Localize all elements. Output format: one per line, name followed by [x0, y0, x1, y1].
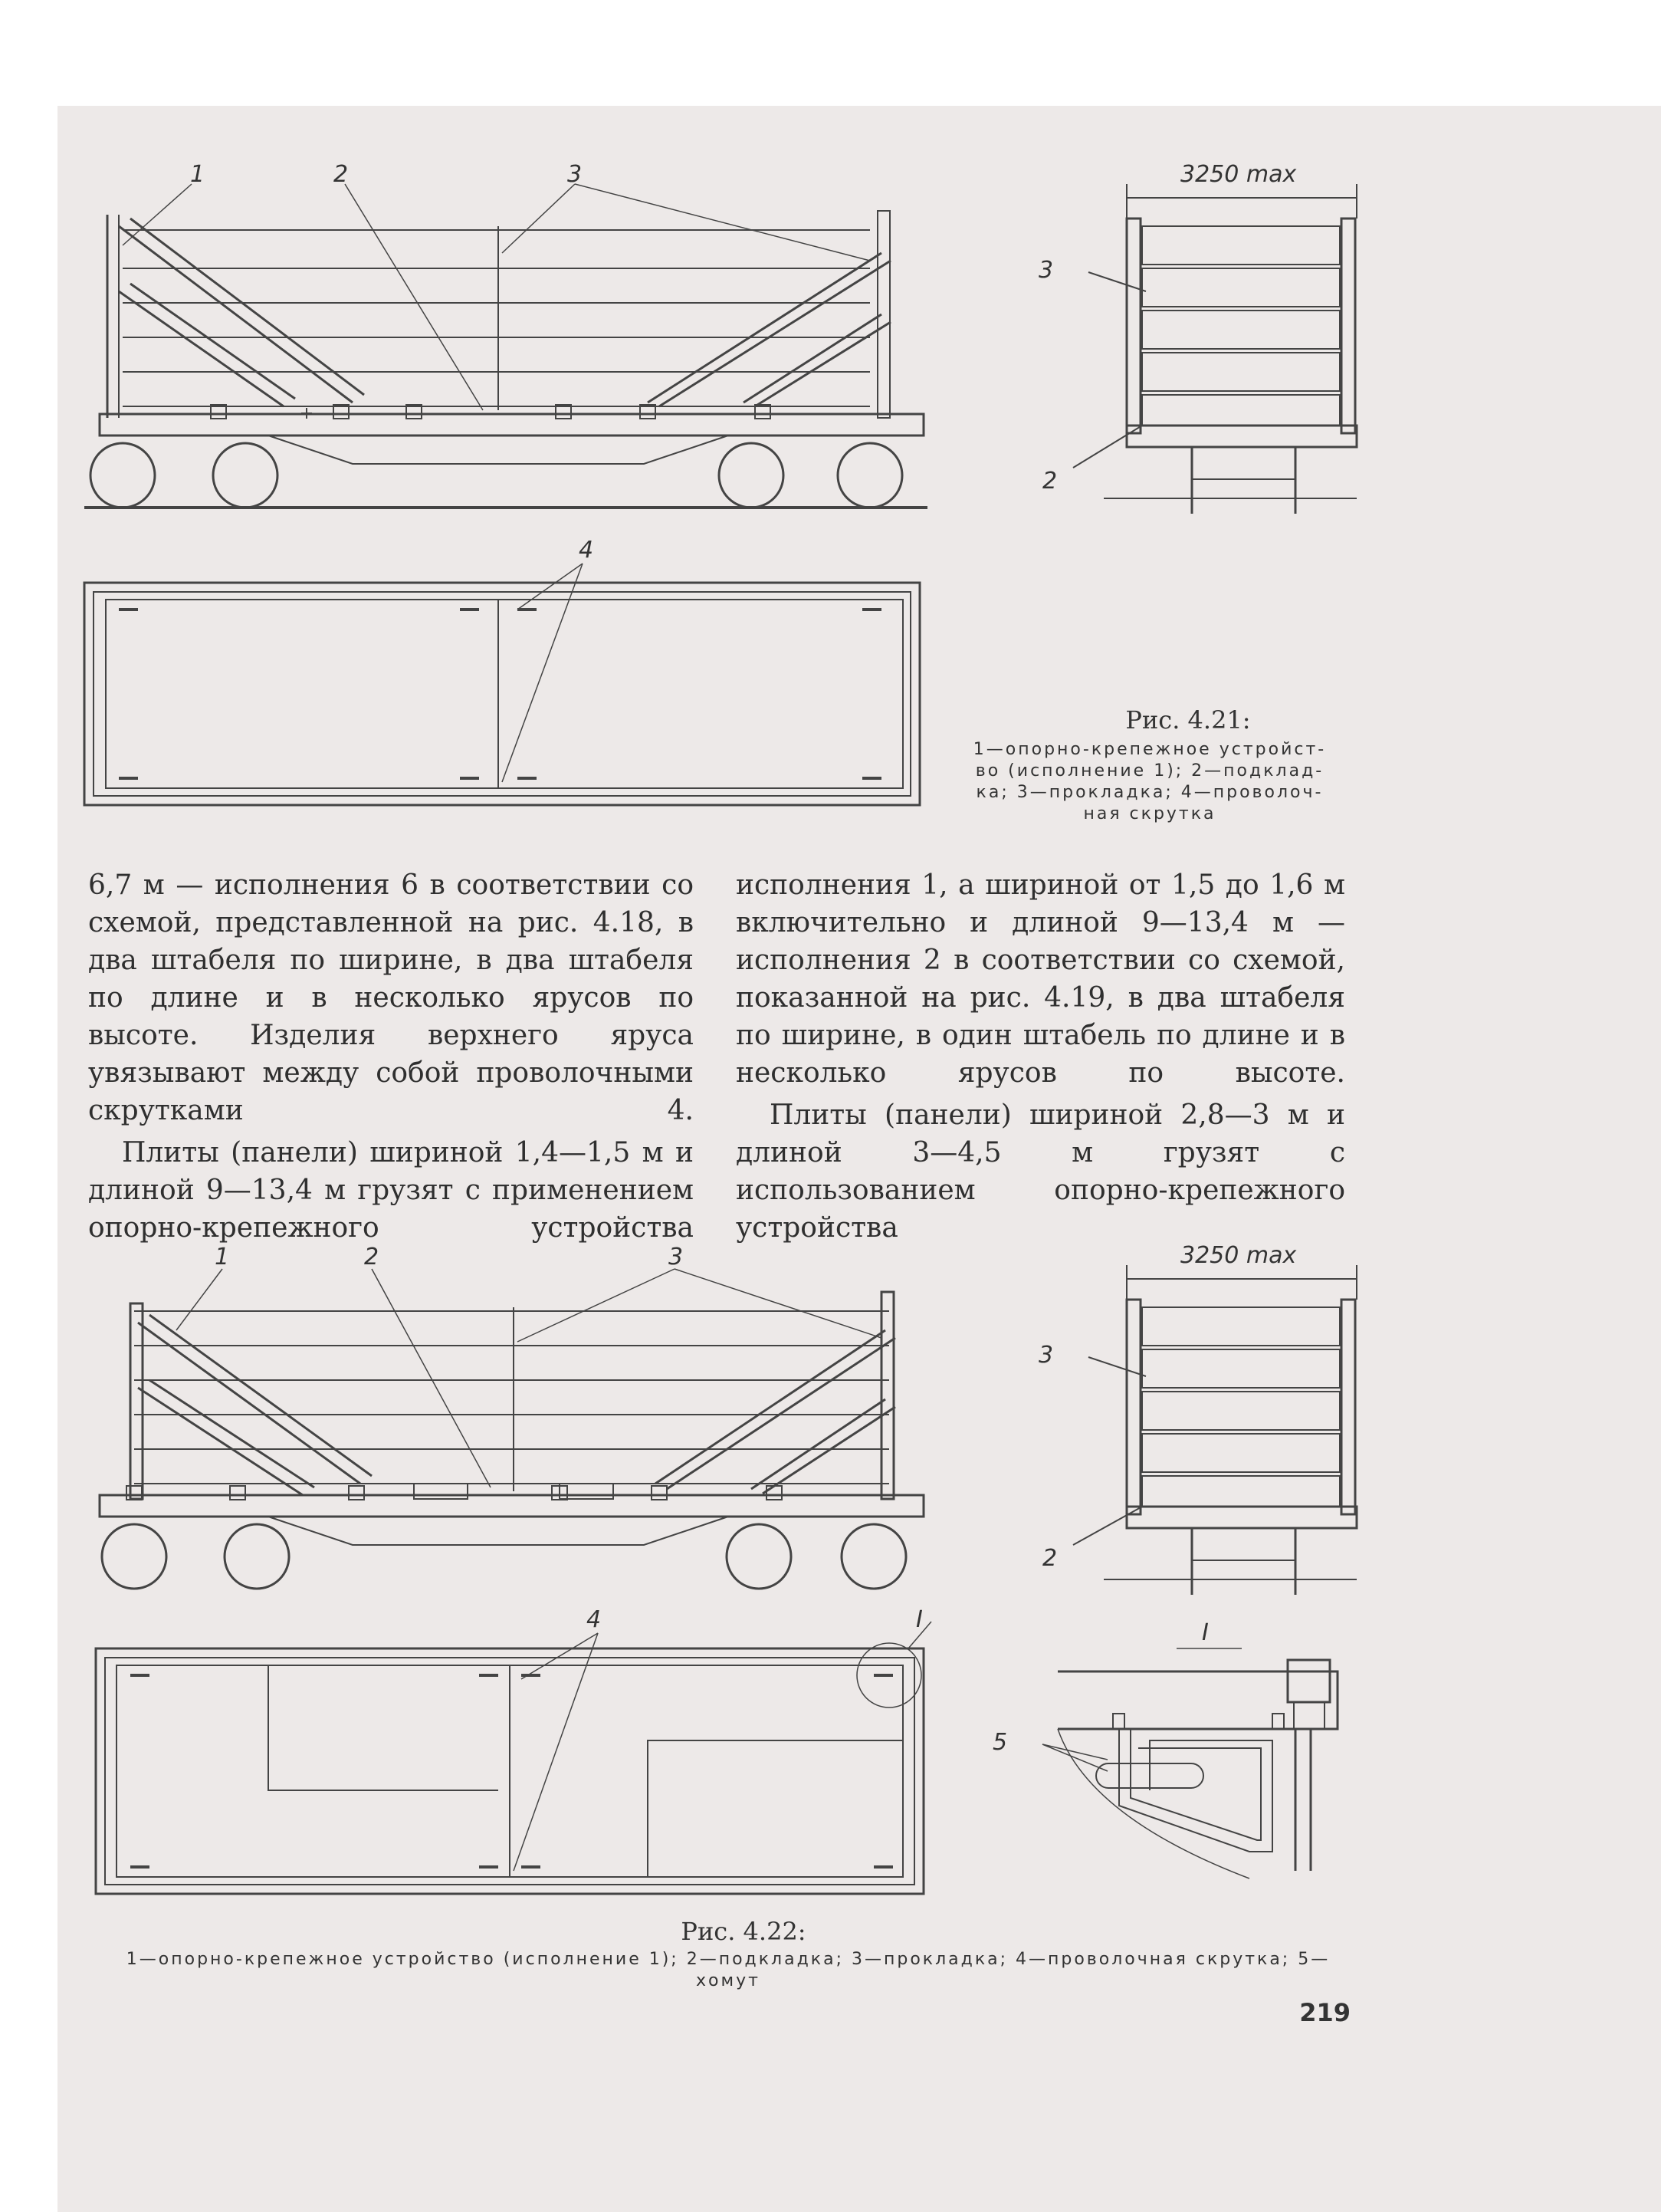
- fig-4-22-caption: [77, 1949, 1380, 1992]
- fig-4-22-detail-I: [993, 1618, 1380, 1909]
- callout-3-end: 3: [1039, 1342, 1054, 1369]
- paragraph: 6,7 м — исполнения 6 в соответствии со схемой, представленной на рис. 4.18, в два штабеля по ширине, в два штабеля по длине и в несколько ярусов по высоте. Изделия верхнего яруса увязывают между собой проволочными скрутками 4.: [88, 869, 694, 1126]
- fig-4-22-end-view: [1019, 1242, 1372, 1602]
- text-column-left: [88, 866, 694, 1247]
- callout-2: 2: [364, 1244, 379, 1270]
- caption-line: во (исполнение 1); 2—подклад-: [975, 761, 1325, 781]
- callout-2: 2: [333, 161, 349, 188]
- paragraph: Плиты (панели) шириной 1,4—1,5 м и длиной 9—13,4 м грузят с применением опорно-крепежного устройства: [88, 1137, 694, 1244]
- callout-3: 3: [668, 1244, 684, 1270]
- callout-4: 4: [579, 537, 594, 564]
- callout-4: 4: [586, 1606, 602, 1633]
- fig-4-22-side-view: [84, 1244, 927, 1610]
- detail-label: I: [1202, 1619, 1209, 1646]
- callout-5: 5: [993, 1729, 1008, 1756]
- caption-line: 1—опорно-крепежное устройст-: [973, 740, 1327, 759]
- fig-4-21-end-view: [1019, 161, 1372, 521]
- dimension-label: 3250 max: [1180, 161, 1297, 188]
- callout-1: 1: [215, 1244, 230, 1270]
- callout-2-end: 2: [1042, 1545, 1058, 1572]
- caption-line: ная скрутка: [1083, 804, 1216, 823]
- callout-3-end: 3: [1039, 257, 1054, 284]
- callout-3: 3: [567, 161, 583, 188]
- paragraph: исполнения 1, а шириной от 1,5 до 1,6 м включительно и длиной 9—13,4 м — исполнения 2 в соответствии со схемой, показанной на рис. 4.19, в два штабеля по ширине, в один штабель по длине и в несколько ярусов по высоте.: [736, 869, 1345, 1089]
- callout-2-end: 2: [1042, 468, 1058, 495]
- fig-4-22-title: Рис. 4.22:: [681, 1917, 806, 1946]
- callout-1: 1: [190, 161, 205, 188]
- caption-line: 1—опорно-крепежное устройство (исполнение 1); 2—подкладка; 3—прокладка; 4—проволочная скрутка; 5—: [126, 1950, 1331, 1969]
- paragraph: Плиты (панели) шириной 2,8—3 м и длиной 3—4,5 м грузят с использованием опорно-крепежного устройства: [736, 1099, 1345, 1244]
- fig-4-21-top-view: [84, 537, 927, 828]
- caption-line: хомут: [696, 1971, 760, 1990]
- text-column-right: [736, 866, 1345, 1247]
- fig-4-22-top-view: [84, 1606, 966, 1917]
- callout-detail-I: I: [916, 1606, 923, 1633]
- load-panels: [123, 226, 870, 410]
- dimension-label: 3250 max: [1180, 1242, 1297, 1269]
- fig-4-21-caption: [950, 739, 1349, 825]
- fig-4-21-title: Рис. 4.21:: [1125, 705, 1251, 735]
- caption-line: ка; 3—прокладка; 4—проволоч-: [976, 783, 1324, 802]
- fig-4-21-side-view: [84, 153, 927, 521]
- page-number: 219: [1299, 1998, 1351, 2027]
